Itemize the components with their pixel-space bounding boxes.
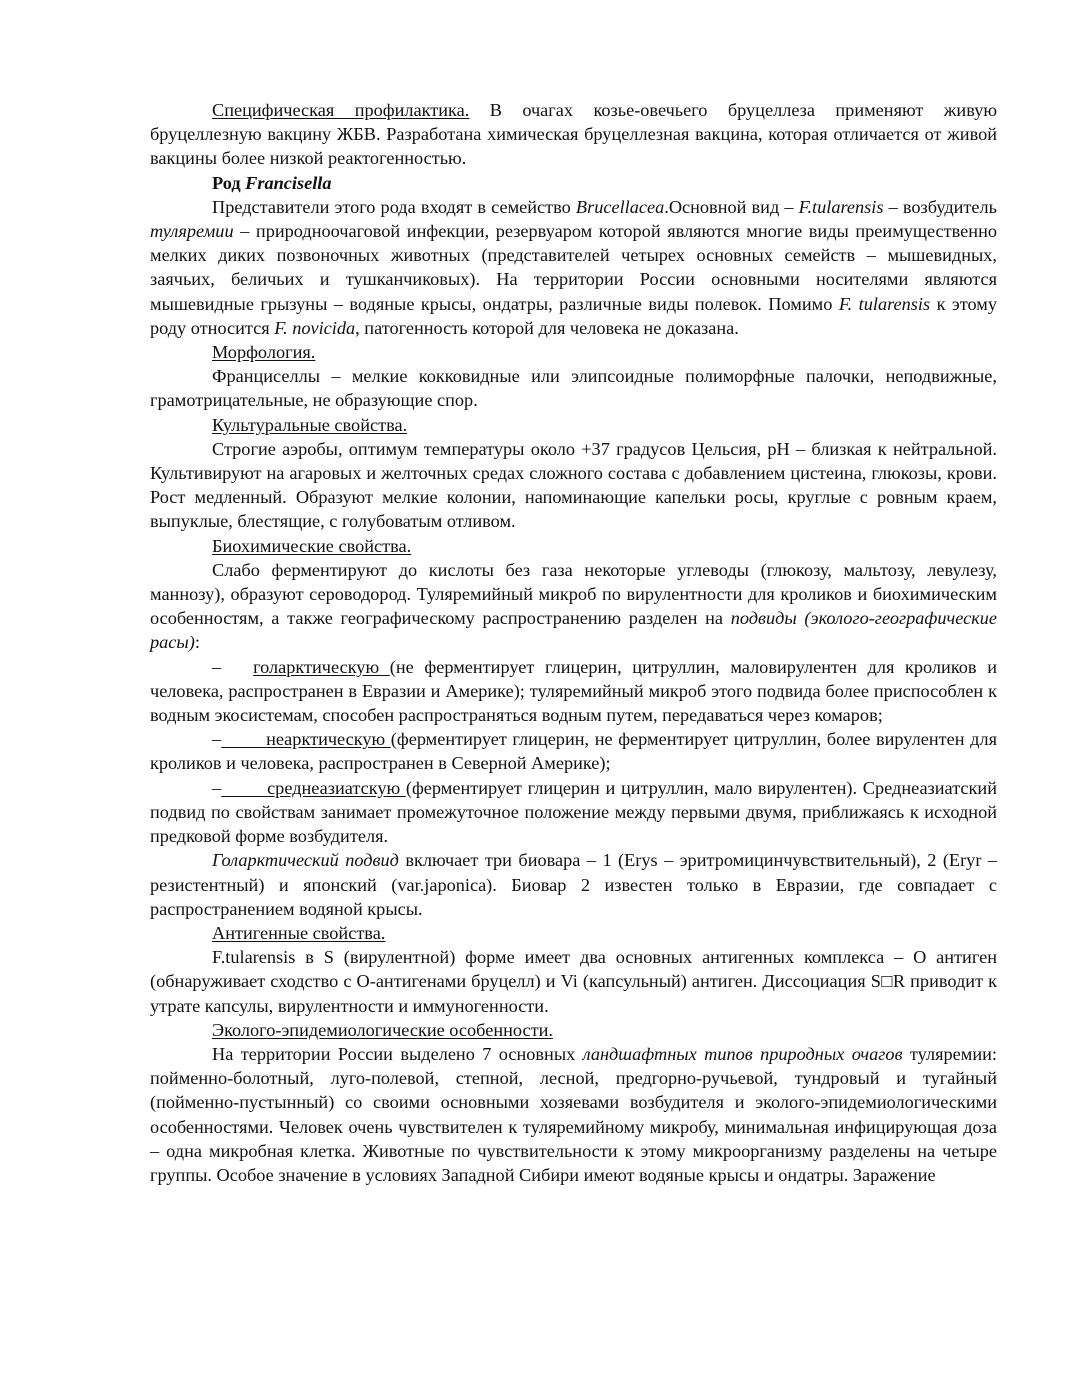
antigen-heading-line [150, 921, 997, 945]
paragraph-genus-description [150, 195, 997, 340]
text-run: туляремии: пойменно-болотный, луго-полевой, степной, лесной, предгорно-ручьевой, тундровый и тугайный (пойменно-пустынный) со своими основными хозяевами возбудителя и эколого-эпидемиологическими особенностями. Человек очень чувствителен к туляремийному микробу, минимальная инфицирующая доза – одна микробная клетка. Животные по чувствительности к этому микроорганизму разделены на четыре группы. Особое значение в условиях Западной Сибири имеют водяные крысы и ондатры. Заражение [150, 1043, 997, 1185]
family-name: Brucellacea [575, 196, 665, 217]
heading-biochem: Биохимические свойства. [212, 535, 412, 556]
text-run: Представители этого рода входят в семейство [212, 196, 576, 217]
disease-name: туляремии [150, 221, 234, 242]
paragraph-holarctic-biovars [150, 848, 997, 921]
subspecies-nearctic: неарктическую [266, 729, 391, 750]
list-item-central-asian [150, 776, 997, 849]
list-dash: – [212, 777, 222, 798]
species-name: F. novicida [274, 317, 356, 338]
subspecies-central-asian: среднеазиатскую [267, 777, 406, 798]
subspecies-holarctic: голарктическую [253, 656, 390, 677]
holarctic-term: Голарктический подвид [212, 850, 399, 871]
text-run: Слабо ферментируют до кислоты без газа некоторые углеводы (глюкозу, мальтозу, левулезу, маннозу), образуют сероводород. Туляремийный микроб по вирулентности для кроликов и биохимическим особенностям, а также географическому распространению разделен на [150, 559, 997, 629]
list-dash: – [212, 656, 222, 677]
subspecies-term: подвиды (эколого-географические расы) [150, 608, 998, 653]
ecology-heading-line [150, 1018, 997, 1042]
subspecies-central-asian-underline [221, 778, 406, 798]
list-dash: – [212, 729, 222, 750]
genus-name: Francisella [245, 172, 332, 193]
prophylaxis-text: В очагах козье-овечьего бруцеллеза применяют живую бруцеллезную вакцину ЖБВ. Разработана химическая бруцеллезная вакцина, которая отличается от живой вакцины более низкой реактогенностью. [150, 100, 997, 169]
species-name: F.tularensis [798, 196, 884, 217]
subspecies-nearctic-underline [221, 729, 391, 749]
text-run: .Основной вид – [664, 196, 799, 217]
heading-prophylaxis: Специфическая профилактика. [212, 100, 470, 120]
genus-prefix: Род [212, 172, 246, 193]
text-run: – природноочаговой инфекции, резервуаром которой являются многие виды преимущественно мелких диких позвоночных животных (представителей четырех основных семейств – мышевидных, заячьих, беличьих и тушканчиковых). На территории России основными носителями являются мышевидные грызуны – водяные крысы, ондатры, различные виды полевок. Помимо [150, 221, 997, 314]
text-run: (ферментирует глицерин, не ферментирует цитруллин, более вирулентен для кроликов и человека, распространен в Северной Америке); [150, 729, 997, 774]
paragraph-ecology [150, 1042, 997, 1187]
text-run: (не ферментирует глицерин, цитруллин, маловирулентен для кроликов и человека, распространен в Евразии и Америке); туляремийный микроб этого подвида более приспособлен к водным экосистемам, способен распространяться водным путем, передаваться через комаров; [150, 656, 997, 726]
text-run: к этому роду относится [150, 293, 998, 338]
text-run: – возбудитель [883, 196, 997, 217]
biochem-heading-line [150, 534, 997, 558]
culture-heading-line [150, 413, 997, 437]
heading-culture: Культуральные свойства. [212, 414, 408, 435]
heading-morphology: Морфология. [212, 342, 316, 363]
heading-ecology: Эколого-эпидемиологические особенности. [212, 1019, 553, 1040]
paragraph-biochem [150, 558, 997, 655]
landscape-types-term: ландшафтных типов природных очагов [582, 1043, 903, 1064]
paragraph-morphology: Франциселлы – мелкие кокковидные или элипсоидные полиморфные палочки, неподвижные, грамотрицательные, не образующие спор. [150, 366, 997, 411]
text-run: : [194, 632, 200, 653]
species-name: F. tularensis [838, 293, 931, 314]
text-run: включает три биовара – 1 (Erys – эритромицинчувствительный), 2 (Eryr – резистентный) и японский (var.japonica). Биовар 2 известен только в Евразии, где совпадает с распространением водяной крысы. [150, 850, 997, 919]
paragraph-prophylaxis [150, 98, 997, 171]
paragraph-antigen: F.tularensis в S (вирулентной) форме имеет два основных антигенных комплекса – О антиген (обнаруживает сходство с О-антигенами бруцелл) и Vi (капсульный) антиген. Диссоциация S□R приводит к утрате капсулы, вирулентности и иммуногенности. [150, 947, 997, 1016]
morphology-heading-line [150, 340, 997, 364]
paragraph-culture: Строгие аэробы, оптимум температуры около +37 градусов Цельсия, рН – близкая к нейтральной. Культивируют на агаровых и желточных средах сложного состава с добавлением цистеина, глюкозы, крови. Рост медленный. Образуют мелкие колонии, напоминающие капельки росы, круглые с ровным краем, выпуклые, блестящие, с голубоватым отливом. [150, 438, 997, 532]
text-run: На территории России выделено 7 основных [212, 1043, 583, 1064]
list-item-holarctic [150, 655, 997, 728]
text-run: (ферментирует глицерин и цитруллин, мало вирулентен). Среднеазиатский подвид по свойствам занимает промежуточное положение между первыми двумя, приближаясь к исходной предковой форме возбудителя. [150, 777, 997, 847]
genus-heading [150, 171, 997, 195]
heading-antigen: Антигенные свойства. [212, 922, 386, 943]
list-item-nearctic [150, 727, 997, 775]
text-run: , патогенность которой для человека не доказана. [355, 317, 739, 338]
